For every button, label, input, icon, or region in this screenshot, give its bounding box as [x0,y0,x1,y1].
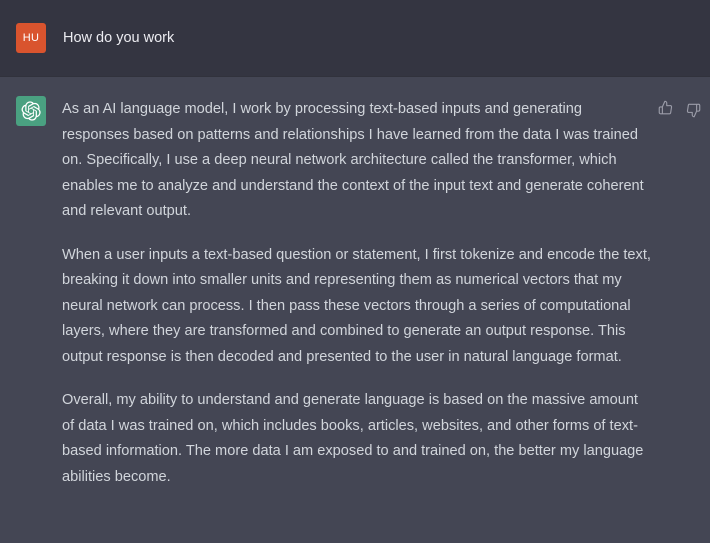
user-message-row [0,0,710,76]
assistant-avatar [16,96,46,126]
assistant-paragraph: When a user inputs a text-based question or statement, I first tokenize and encode the text, breaking it down into smaller units and representing them as numerical vectors that my neural network can process. I then pass these vectors through a series of computational layers, where they are transformed and combined to generate an output response. This output response is then decoded and presented to the user in natural language format. [62,246,651,365]
user-message-text: How do you work [63,30,175,46]
thumbs-down-button[interactable] [686,102,702,118]
user-avatar-initials: HU [22,32,40,44]
openai-logo-icon [21,101,41,121]
thumbs-up-button[interactable] [658,99,674,115]
thumbs-down-icon [686,103,702,118]
message-feedback-actions [658,99,702,118]
assistant-paragraph: As an AI language model, I work by processing text-based inputs and generating responses based on patterns and relationships I have learned from the data I was trained on. Specifically, I use a deep neural network architecture called the transformer, which enables me to analyze and understand the context of the input text and generate coherent and relevant output. [62,101,644,219]
assistant-paragraph: Overall, my ability to understand and generate language is based on the massive amount of data I was trained on, which includes books, articles, websites, and other forms of text-based information. The more data I am exposed to and trained on, the better my language abilities become. [62,392,644,485]
thumbs-up-icon [658,100,674,115]
assistant-message-content [62,97,652,490]
user-avatar [16,23,46,53]
assistant-message-row [0,76,710,543]
